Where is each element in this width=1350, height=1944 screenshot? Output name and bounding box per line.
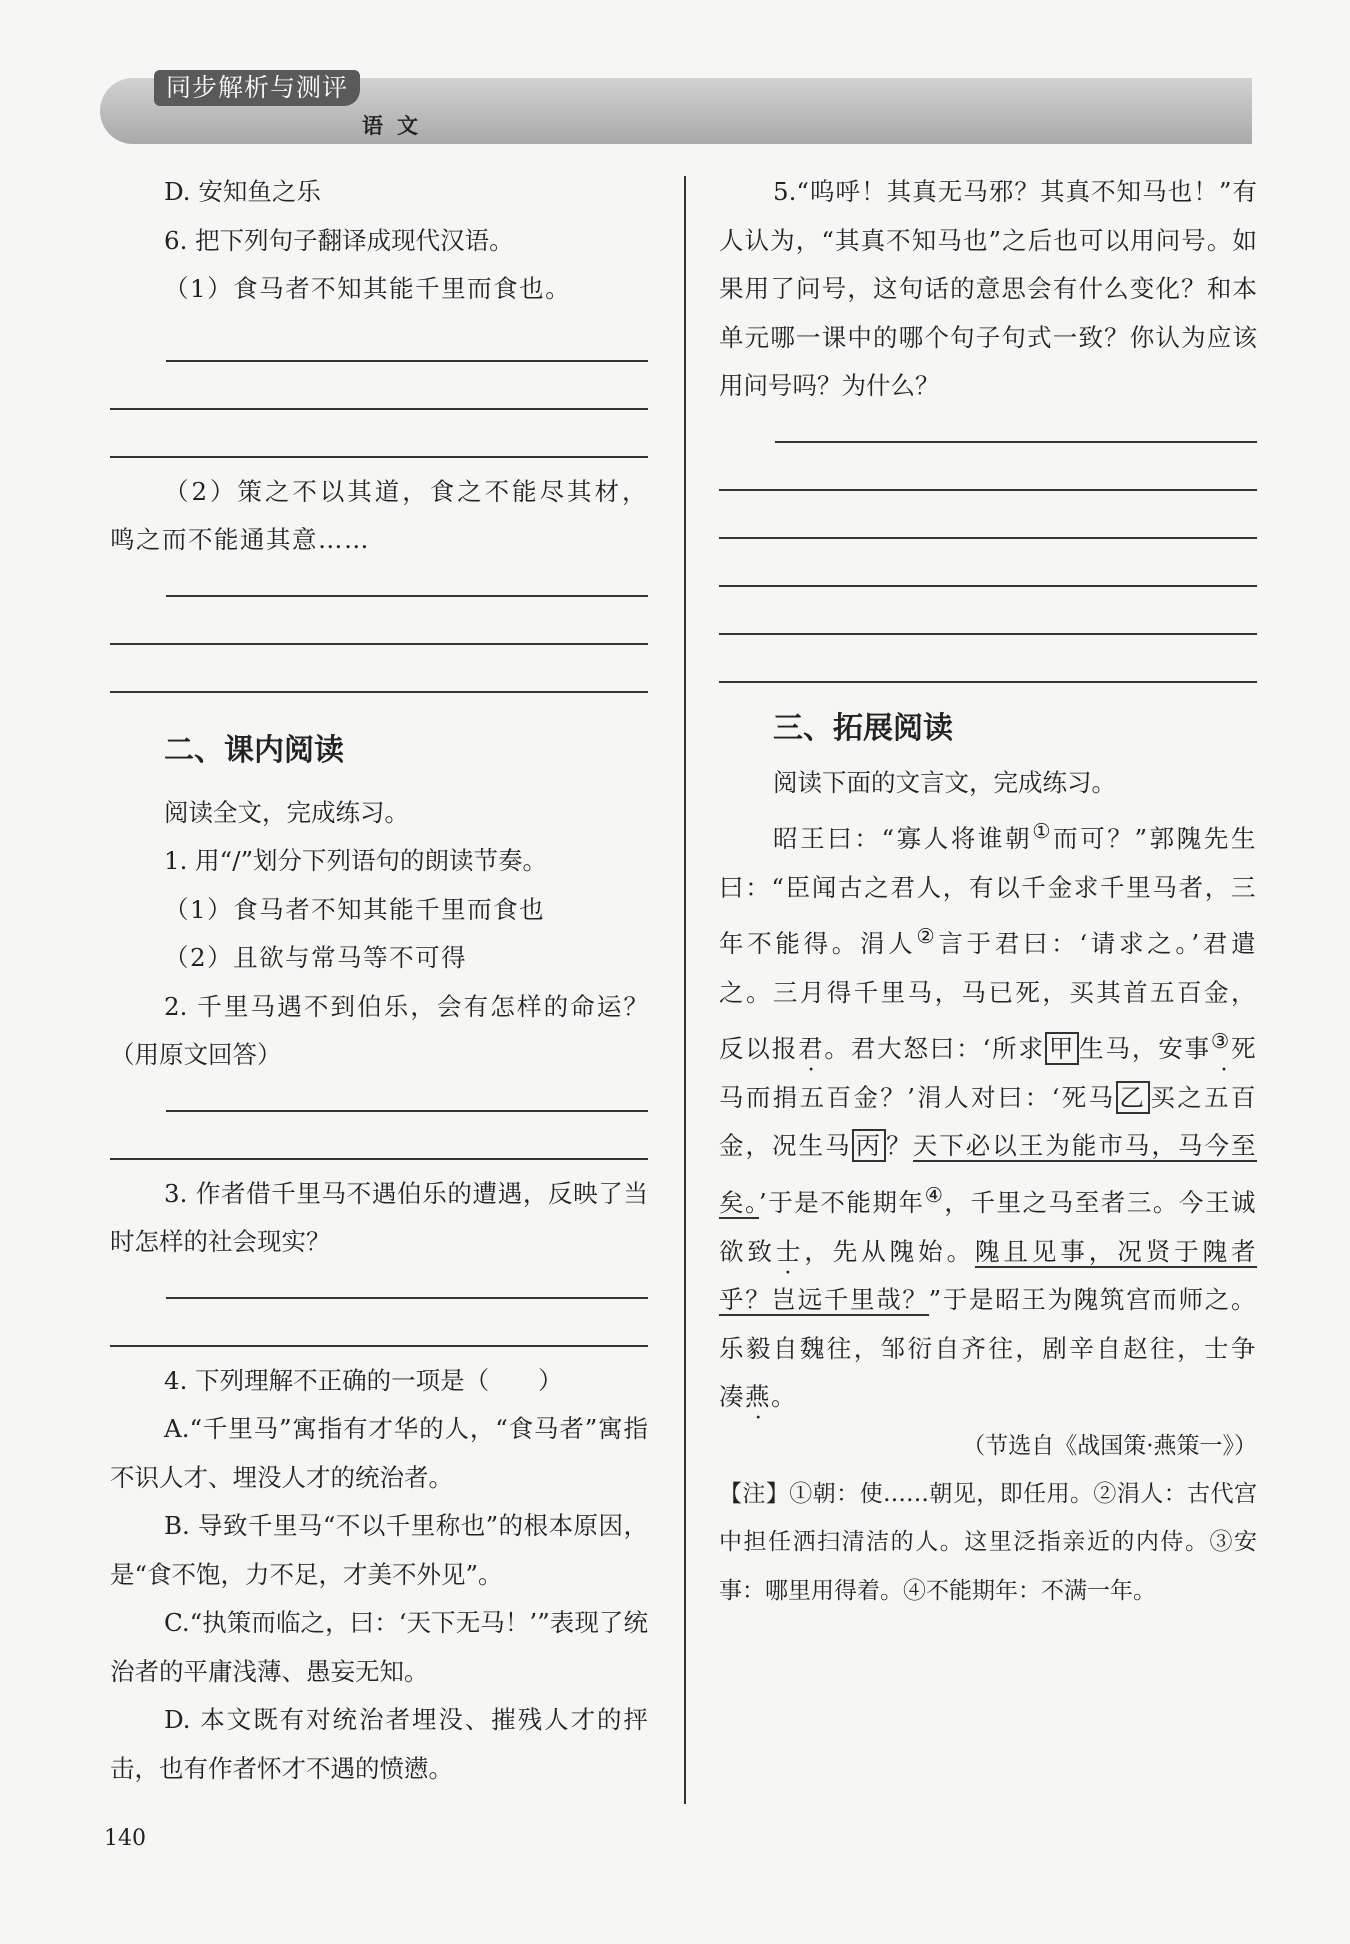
note-ref: ③ (1210, 1029, 1232, 1054)
option-c: C.“执策而临之，曰：‘天下无马！’”表现了统治者的平庸浅薄、愚妄无知。 (110, 1608, 648, 1686)
underlined-sentence-1: 天下必以王为能市马，马今至矣。 (719, 1131, 1258, 1218)
classical-passage: 昭王曰：“寡人将谁朝①而可？”郭隗先生曰：“臣闻古之君人，有以千金求千里马者，三年不能得。涓人②言于君曰：‘请求之。’君遣之。三月得千里马，马已死，买其首五百金，反以报君。君大怒曰：‘所求 甲 生马，安事③死马而捐五百金？’涓人对曰：‘死马 乙 买之五百金，况生马 丙 ？天下必以王为能市马，马今至矣。’于是不能期年④，千里之马至者三。今王诚欲致士，先从隗始。隗且见事，况贤于隗者乎？岂远千里哉？”于是昭王为隗筑宫而师之。乐毅自魏往，邹衍自齐往，剧辛自赵往，士争凑燕。 (719, 819, 1258, 1412)
question-6: 6. 把下列句子翻译成现代汉语。 (164, 225, 514, 255)
question-2: 2. 千里马遇不到伯乐，会有怎样的命运？（用原文回答） (110, 991, 648, 1069)
underlined-sentence-2: 隗且见事，况贤于隗者乎？岂远千里哉？ (719, 1236, 1258, 1315)
reading-intro: 阅读全文，完成练习。 (164, 797, 409, 827)
question-1-1: （1）食马者不知其能千里而食也 (164, 894, 546, 924)
question-6-1: （1）食马者不知其能千里而食也。 (164, 274, 572, 303)
option-b: B. 导致千里马“不以千里称也”的根本原因，是“食不饱，力不足，才美不外见”。 (110, 1511, 648, 1589)
question-6-2: （2）策之不以其道，食之不能尽其材，鸣之而不能通其意…… (110, 476, 648, 554)
option-d: D. 本文既有对统治者埋没、摧残人才的抨击，也有作者怀才不遇的愤懑。 (110, 1705, 648, 1783)
header-subject: 语文 (362, 114, 432, 138)
blank-box-jia: 甲 (1045, 1032, 1079, 1065)
dotted-char: 报 (771, 1034, 799, 1064)
question-4: 4. 下列理解不正确的一项是（ ） (164, 1365, 563, 1395)
question-5: 5.“呜呼！其真无马邪？其真不知马也！”有人认为，“其真不知马也”之后也可以用问号。如果用了问号，这句话的意思会有什么变化？和本单元哪一课中的哪个句子句式一致？你认为应该用问号吗？为什么？ (719, 177, 1257, 400)
dotted-char: 凑 (719, 1382, 745, 1412)
note-ref: ① (1032, 819, 1054, 843)
option-a: A.“千里马”寓指有才华的人，“食马者”寓指不识人才、埋没人才的统治者。 (110, 1414, 648, 1492)
question-3: 3. 作者借千里马不遇伯乐的遭遇，反映了当时怎样的社会现实？ (110, 1178, 648, 1256)
passage-source: （节选自《战国策·燕策一》） (962, 1432, 1257, 1459)
section-title-3: 三、拓展阅读 (773, 710, 953, 746)
dotted-char: 事 (1184, 1034, 1211, 1064)
question-1: 1. 用“/”划分下列语句的朗读节奏。 (164, 846, 547, 875)
note-ref: ② (916, 924, 939, 949)
left-column (110, 168, 648, 1793)
question-1-2: （2）且欲与常马等不可得 (164, 943, 468, 972)
note-ref: ④ (924, 1182, 945, 1207)
extended-reading-intro: 阅读下面的文言文，完成练习。 (773, 767, 1116, 797)
blank-box-bing: 丙 (852, 1129, 887, 1162)
option-d-prev: D. 安知鱼之乐 (164, 177, 321, 206)
blank-box-yi: 乙 (1116, 1081, 1151, 1114)
section-title-2: 二、课内阅读 (164, 732, 344, 768)
page-number: 140 (104, 1826, 146, 1851)
annotation-notes: 【注】①朝：使……朝见，即任用。②涓人：古代宫中担任洒扫清洁的人。这里泛指亲近的内侍。③安事：哪里用得着。④不能期年：不满一年。 (719, 1480, 1257, 1604)
dotted-char: 致 (747, 1236, 776, 1266)
column-divider (684, 176, 686, 1804)
header-tab-title: 同步解析与测评 (154, 70, 360, 106)
right-column (719, 168, 1257, 1615)
